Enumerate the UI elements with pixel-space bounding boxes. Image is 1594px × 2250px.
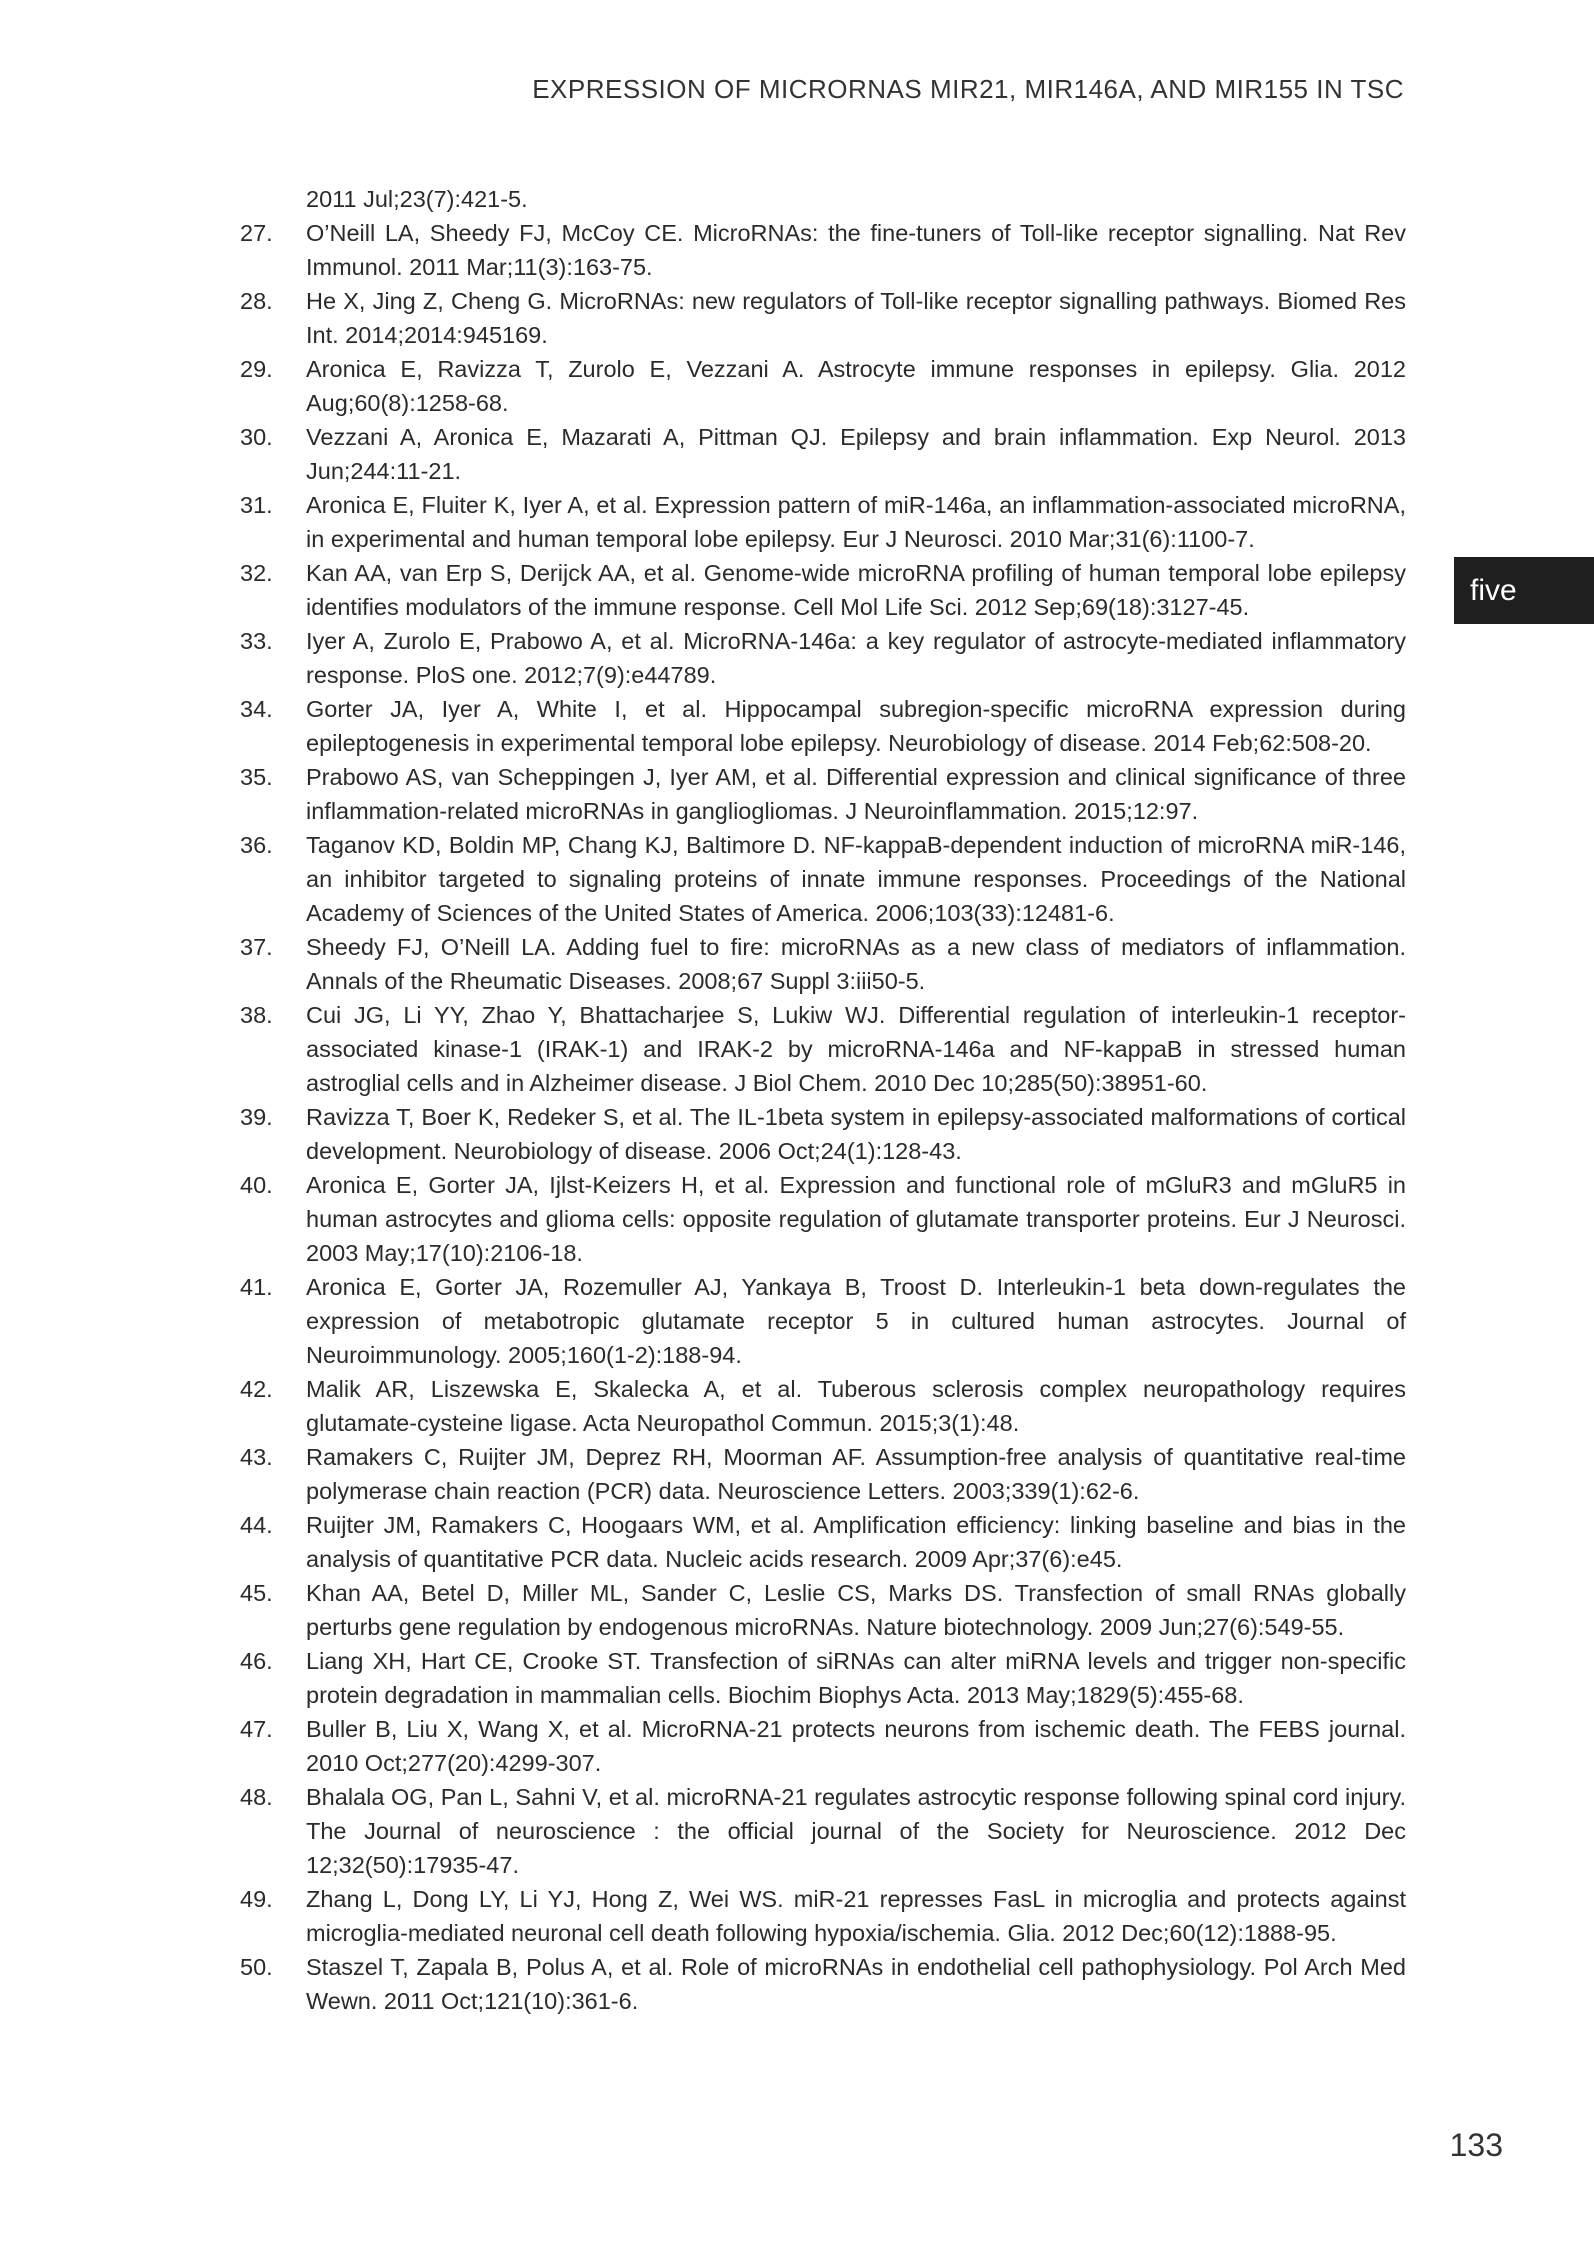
reference-text: Ramakers C, Ruijter JM, Deprez RH, Moorman AF. Assumption-free analysis of quantitative real-time polymerase chain reaction (PCR) data. Neuroscience Letters. 2003;339(1):62-6. [306, 1444, 1406, 1504]
reference-item [240, 692, 1406, 760]
reference-text: Prabowo AS, van Scheppingen J, Iyer AM, et al. Differential expression and clinical significance of three inflammation-related microRNAs in gangliogliomas. J Neuroinflammation. 2015;12:97. [306, 764, 1406, 824]
reference-items [240, 216, 1406, 2018]
reference-item [240, 1780, 1406, 1882]
reference-item [240, 930, 1406, 998]
reference-text: He X, Jing Z, Cheng G. MicroRNAs: new regulators of Toll-like receptor signalling pathways. Biomed Res Int. 2014;2014:945169. [306, 288, 1406, 348]
reference-text: O’Neill LA, Sheedy FJ, McCoy CE. MicroRNAs: the fine-tuners of Toll-like receptor signalling. Nat Rev Immunol. 2011 Mar;11(3):163-75. [306, 220, 1406, 280]
reference-item [240, 216, 1406, 284]
reference-number: 27. [240, 220, 273, 246]
reference-text: Cui JG, Li YY, Zhao Y, Bhattacharjee S, Lukiw WJ. Differential regulation of interleukin-1 receptor-associated kinase-1 (IRAK-1) and IRAK-2 by microRNA-146a and NF-kappaB in stressed human astroglial cells and in Alzheimer disease. J Biol Chem. 2010 Dec 10;285(50):38951-60. [306, 1002, 1406, 1096]
chapter-tab-label: five [1470, 573, 1517, 607]
reference-number: 28. [240, 288, 273, 314]
reference-number: 33. [240, 628, 273, 654]
reference-item [240, 1712, 1406, 1780]
reference-text: Malik AR, Liszewska E, Skalecka A, et al. Tuberous sclerosis complex neuropathology requires glutamate-cysteine ligase. Acta Neuropathol Commun. 2015;3(1):48. [306, 1376, 1406, 1436]
reference-text: Zhang L, Dong LY, Li YJ, Hong Z, Wei WS. miR-21 represses FasL in microglia and protects against microglia-mediated neuronal cell death following hypoxia/ischemia. Glia. 2012 Dec;60(12):1888-95. [306, 1886, 1406, 1946]
reference-text: Ruijter JM, Ramakers C, Hoogaars WM, et al. Amplification efficiency: linking baseline and bias in the analysis of quantitative PCR data. Nucleic acids research. 2009 Apr;37(6):e45. [306, 1512, 1406, 1572]
reference-number: 32. [240, 560, 273, 586]
reference-number: 44. [240, 1512, 273, 1538]
reference-item [240, 1576, 1406, 1644]
reference-number: 49. [240, 1886, 273, 1912]
reference-text: Aronica E, Gorter JA, Ijlst-Keizers H, et al. Expression and functional role of mGluR3 and mGluR5 in human astrocytes and glioma cells: opposite regulation of glutamate transporter proteins. Eur J Neurosci. 2003 May;17(10):2106-18. [306, 1172, 1406, 1266]
reference-text: Aronica E, Fluiter K, Iyer A, et al. Expression pattern of miR-146a, an inflammation-associated microRNA, in experimental and human temporal lobe epilepsy. Eur J Neurosci. 2010 Mar;31(6):1100-7. [306, 492, 1406, 552]
reference-item [240, 556, 1406, 624]
reference-number: 37. [240, 934, 273, 960]
reference-item [240, 1644, 1406, 1712]
reference-number: 35. [240, 764, 273, 790]
reference-number: 38. [240, 1002, 273, 1028]
reference-number: 31. [240, 492, 273, 518]
reference-number: 40. [240, 1172, 273, 1198]
reference-number: 47. [240, 1716, 273, 1742]
reference-list [240, 182, 1406, 2018]
reference-text: Aronica E, Gorter JA, Rozemuller AJ, Yankaya B, Troost D. Interleukin-1 beta down-regulates the expression of metabotropic glutamate receptor 5 in cultured human astrocytes. Journal of Neuroimmunology. 2005;160(1-2):188-94. [306, 1274, 1406, 1368]
reference-text: Ravizza T, Boer K, Redeker S, et al. The IL-1beta system in epilepsy-associated malformations of cortical development. Neurobiology of disease. 2006 Oct;24(1):128-43. [306, 1104, 1406, 1164]
chapter-tab [1454, 557, 1594, 624]
reference-number: 30. [240, 424, 273, 450]
reference-text: Bhalala OG, Pan L, Sahni V, et al. microRNA-21 regulates astrocytic response following spinal cord injury. The Journal of neuroscience : the official journal of the Society for Neuroscience. 2012 Dec 12;32(50):17935-47. [306, 1784, 1406, 1878]
reference-number: 41. [240, 1274, 273, 1300]
reference-number: 46. [240, 1648, 273, 1674]
reference-item [240, 352, 1406, 420]
reference-number: 42. [240, 1376, 273, 1402]
reference-item [240, 1882, 1406, 1950]
reference-item [240, 284, 1406, 352]
reference-item [240, 1270, 1406, 1372]
reference-continuation: 2011 Jul;23(7):421-5. [306, 186, 528, 212]
reference-text: Staszel T, Zapala B, Polus A, et al. Role of microRNAs in endothelial cell pathophysiology. Pol Arch Med Wewn. 2011 Oct;121(10):361-6. [306, 1954, 1406, 2014]
reference-item [240, 1508, 1406, 1576]
reference-item [240, 1372, 1406, 1440]
reference-text: Kan AA, van Erp S, Derijck AA, et al. Genome-wide microRNA profiling of human temporal lobe epilepsy identifies modulators of the immune response. Cell Mol Life Sci. 2012 Sep;69(18):3127-45. [306, 560, 1406, 620]
reference-item [240, 488, 1406, 556]
reference-text: Sheedy FJ, O’Neill LA. Adding fuel to fire: microRNAs as a new class of mediators of inflammation. Annals of the Rheumatic Diseases. 2008;67 Suppl 3:iii50-5. [306, 934, 1406, 994]
reference-number: 39. [240, 1104, 273, 1130]
reference-text: Taganov KD, Boldin MP, Chang KJ, Baltimore D. NF-kappaB-dependent induction of microRNA miR-146, an inhibitor targeted to signaling proteins of innate immune responses. Proceedings of the National Academy of Sciences of the United States of America. 2006;103(33):12481-6. [306, 832, 1406, 926]
reference-text: Liang XH, Hart CE, Crooke ST. Transfection of siRNAs can alter miRNA levels and trigger non-specific protein degradation in mammalian cells. Biochim Biophys Acta. 2013 May;1829(5):455-68. [306, 1648, 1406, 1708]
reference-item [240, 760, 1406, 828]
reference-number: 48. [240, 1784, 273, 1810]
reference-item [240, 1950, 1406, 2018]
reference-number: 29. [240, 356, 273, 382]
reference-number: 45. [240, 1580, 273, 1606]
reference-item [240, 998, 1406, 1100]
reference-number: 50. [240, 1954, 273, 1980]
reference-number: 36. [240, 832, 273, 858]
reference-text: Aronica E, Ravizza T, Zurolo E, Vezzani A. Astrocyte immune responses in epilepsy. Glia. 2012 Aug;60(8):1258-68. [306, 356, 1406, 416]
reference-item [240, 420, 1406, 488]
reference-text: Iyer A, Zurolo E, Prabowo A, et al. MicroRNA-146a: a key regulator of astrocyte-mediated inflammatory response. PloS one. 2012;7(9):e44789. [306, 628, 1406, 688]
reference-number: 34. [240, 696, 273, 722]
reference-text: Vezzani A, Aronica E, Mazarati A, Pittman QJ. Epilepsy and brain inflammation. Exp Neurol. 2013 Jun;244:11-21. [306, 424, 1406, 484]
reference-text: Khan AA, Betel D, Miller ML, Sander C, Leslie CS, Marks DS. Transfection of small RNAs globally perturbs gene regulation by endogenous microRNAs. Nature biotechnology. 2009 Jun;27(6):549-55. [306, 1580, 1406, 1640]
reference-item [240, 1168, 1406, 1270]
reference-text: Gorter JA, Iyer A, White I, et al. Hippocampal subregion-specific microRNA expression during epileptogenesis in experimental temporal lobe epilepsy. Neurobiology of disease. 2014 Feb;62:508-20. [306, 696, 1406, 756]
reference-item [240, 624, 1406, 692]
running-head: EXPRESSION OF MICRORNAS MIR21, MIR146A, AND MIR155 IN TSC [532, 74, 1404, 104]
reference-item [240, 1440, 1406, 1508]
reference-text: Buller B, Liu X, Wang X, et al. MicroRNA-21 protects neurons from ischemic death. The FEBS journal. 2010 Oct;277(20):4299-307. [306, 1716, 1406, 1776]
page-number: 133 [1449, 2127, 1503, 2163]
reference-item [240, 828, 1406, 930]
reference-number: 43. [240, 1444, 273, 1470]
reference-item [240, 1100, 1406, 1168]
